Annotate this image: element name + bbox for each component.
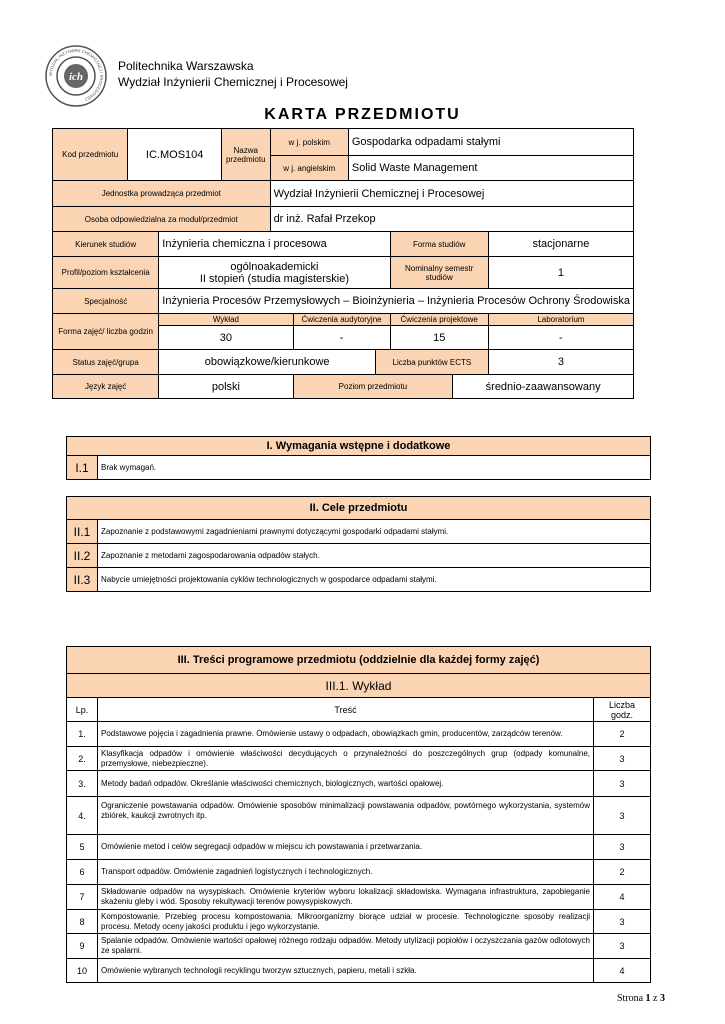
lecture-header: Wykład — [159, 314, 293, 326]
row-hours: 3 — [594, 797, 651, 835]
table-row — [67, 959, 651, 983]
col-hours-header: Liczba godz. — [594, 698, 651, 722]
row-text: Spalanie odpadów. Omówienie wartości opałowej różnego rodzaju odpadów. Metody utylizacji popiołów i oczyszczania gazów odlotowych ze spalarni. — [98, 934, 594, 959]
row-hours: 3 — [594, 835, 651, 860]
code-label: Kod przedmiotu — [53, 129, 128, 181]
row-lp: 3. — [67, 771, 98, 797]
direction-label: Kierunek studiów — [53, 232, 159, 257]
row-hours: 4 — [594, 959, 651, 983]
row-lp: 1. — [67, 722, 98, 747]
language-label: Język zajęć — [53, 375, 159, 399]
row-text: Ograniczenie powstawania odpadów. Omówienie sposobów minimalizacji powstawania odpadów, powtórnego wykorzystania, systemów zbiórek, kaukcji zwrotnych itp. — [98, 797, 594, 835]
table-row — [67, 860, 651, 885]
english-name-label: w j. angielskim — [270, 156, 348, 181]
row-lp: 4. — [67, 797, 98, 835]
table-row — [67, 934, 651, 959]
goal-number: II.1 — [67, 520, 98, 544]
requirements-table — [66, 436, 651, 480]
specialty: Inżynieria Procesów Przemysłowych – Bioinżynieria – Inżynieria Procesów Ochrony Środowiska — [159, 289, 634, 314]
table-row — [67, 747, 651, 771]
polish-name-label: w j. polskim — [270, 129, 348, 156]
row-lp: 8 — [67, 910, 98, 934]
row-text: Podstawowe pojęcia i zagadnienia prawne. Omówienie ustawy o odpadach, obowiązkach gmin, producentów, zarządców terenów. — [98, 722, 594, 747]
course-status: obowiązkowe/kierunkowe — [159, 350, 376, 375]
page-number: 1 — [645, 993, 651, 1004]
ects-points: 3 — [488, 350, 633, 375]
status-label: Status zajęć/grupa — [53, 350, 159, 375]
level-label: Poziom przedmiotu — [293, 375, 453, 399]
hours-label: Forma zajęć/ liczba godzin — [53, 314, 159, 350]
lecture-hours: 30 — [159, 326, 293, 350]
person-label: Osoba odpowiedzialna za moduł/przedmiot — [53, 207, 271, 232]
study-direction: Inżynieria chemiczna i procesowa — [159, 232, 390, 257]
study-form: stacjonarne — [488, 232, 633, 257]
course-name-en: Solid Waste Management — [348, 156, 633, 181]
row-lp: 10 — [67, 959, 98, 983]
name-label: Nazwa przedmiotu — [221, 129, 270, 181]
logo-text: ich — [68, 71, 84, 83]
row-text: Transport odpadów. Omówienie zagadnień logistycznych i technologicznych. — [98, 860, 594, 885]
row-hours: 2 — [594, 860, 651, 885]
university-name: Politechnika Warszawska — [118, 59, 254, 73]
table-row — [67, 835, 651, 860]
row-text: Składowanie odpadów na wysypiskach. Omówienie kryteriów wyboru lokalizacji składowiska. Wymagana infrastruktura, zapobieganie skażeniu gleby i wód. Sposoby rekultywacji terenów powysypiskowych. — [98, 885, 594, 910]
goal-number: II.3 — [67, 568, 98, 592]
auditory-header: Ćwiczenia audytoryjne — [293, 314, 390, 326]
faculty-logo — [44, 44, 108, 108]
table-row — [67, 910, 651, 934]
table-row — [67, 722, 651, 747]
unit-label: Jednostka prowadząca przedmiot — [53, 181, 271, 207]
profile-line-2: II stopień (studia magisterskie) — [199, 272, 350, 285]
goals-title: II. Cele przedmiotu — [67, 497, 651, 520]
requirements-title: I. Wymagania wstępne i dodatkowe — [67, 437, 651, 456]
profile-line-1: ogólnoakademicki — [230, 260, 319, 273]
lab-hours: - — [488, 326, 633, 350]
goal-text: Zapoznanie z podstawowymi zagadnieniami prawnymi dotyczącymi gospodarki odpadami stałymi. — [98, 520, 651, 544]
requirement-number: I.1 — [67, 456, 98, 480]
row-lp: 7 — [67, 885, 98, 910]
lab-header: Laboratorium — [488, 314, 633, 326]
content-title: III. Treści programowe przedmiotu (oddzielnie dla każdej formy zajęć) — [67, 647, 651, 674]
course-card-table — [52, 128, 634, 399]
requirement-text: Brak wymagań. — [98, 456, 651, 480]
project-hours: 15 — [390, 326, 488, 350]
study-form-label: Forma studiów — [390, 232, 488, 257]
page-footer — [617, 993, 665, 1004]
row-lp: 5 — [67, 835, 98, 860]
table-row — [67, 797, 651, 835]
semester-value: 1 — [488, 257, 633, 289]
project-header: Ćwiczenia projektowe — [390, 314, 488, 326]
semester-label: Nominalny semestr studiów — [390, 257, 488, 289]
lecture-subtitle: III.1. Wykład — [67, 674, 651, 698]
row-hours: 3 — [594, 934, 651, 959]
responsible-person: dr inż. Rafał Przekop — [270, 207, 633, 232]
of-word: z — [653, 993, 658, 1004]
course-language: polski — [159, 375, 293, 399]
faculty-name: Wydział Inżynierii Chemicznej i Procesowej — [118, 75, 348, 89]
content-table — [66, 646, 651, 983]
goal-text: Nabycie umiejętności projektowania cyklów technologicznych w gospodarce odpadami stałymi. — [98, 568, 651, 592]
row-text: Omówienie wybranych technologii recyklingu tworzyw sztucznych, papieru, metali i szkła. — [98, 959, 594, 983]
col-lp-header: Lp. — [67, 698, 98, 722]
auditory-hours: - — [293, 326, 390, 350]
goal-number: II.2 — [67, 544, 98, 568]
col-content-header: Treść — [98, 698, 594, 722]
row-hours: 4 — [594, 885, 651, 910]
page-total: 3 — [660, 993, 665, 1004]
specialty-label: Specjalność — [53, 289, 159, 314]
row-hours: 3 — [594, 747, 651, 771]
profile-label: Profil/poziom kształcenia — [53, 257, 159, 289]
course-name-pl: Gospodarka odpadami stałymi — [348, 129, 633, 156]
page-title: KARTA PRZEDMIOTU — [264, 106, 461, 123]
row-text: Klasyfikacja odpadów i omówienie właściwości decydujących o przynależności do poszczególnych grup (odpady komunalne, przemysłowe, niebezpieczne). — [98, 747, 594, 771]
teaching-unit: Wydział Inżynierii Chemicznej i Procesowej — [270, 181, 633, 207]
page-word: Strona — [616, 993, 644, 1004]
row-lp: 6 — [67, 860, 98, 885]
profile-level — [159, 257, 390, 289]
table-row — [67, 885, 651, 910]
row-lp: 9 — [67, 934, 98, 959]
row-hours: 3 — [594, 771, 651, 797]
row-text: Metody badań odpadów. Określanie właściwości chemicznych, biologicznych, wartości opałowej. — [98, 771, 594, 797]
ects-label: Liczba punktów ECTS — [376, 350, 489, 375]
row-hours: 2 — [594, 722, 651, 747]
row-text: Kompostowanie. Przebieg procesu kompostowania. Mikroorganizmy biorące udział w procesie. Technologiczne sposoby realizacji procesu. Metody oceny jakości produktu i jego wykorzystanie. — [98, 910, 594, 934]
goals-table — [66, 496, 651, 592]
row-text: Omówienie metod i celów segregacji odpadów w miejscu ich powstawania i przetwarzania. — [98, 835, 594, 860]
row-lp: 2. — [67, 747, 98, 771]
goal-text: Zapoznanie z metodami zagospodarowania odpadów stałych. — [98, 544, 651, 568]
course-level: średnio-zaawansowany — [453, 375, 634, 399]
course-code: IC.MOS104 — [128, 129, 222, 181]
row-hours: 3 — [594, 910, 651, 934]
table-row — [67, 771, 651, 797]
institution-header — [118, 58, 348, 90]
logo-ring-text: WYDZIAŁ INŻYNIERII CHEMICZNEJ I PROCESOWEJ — [47, 47, 105, 102]
